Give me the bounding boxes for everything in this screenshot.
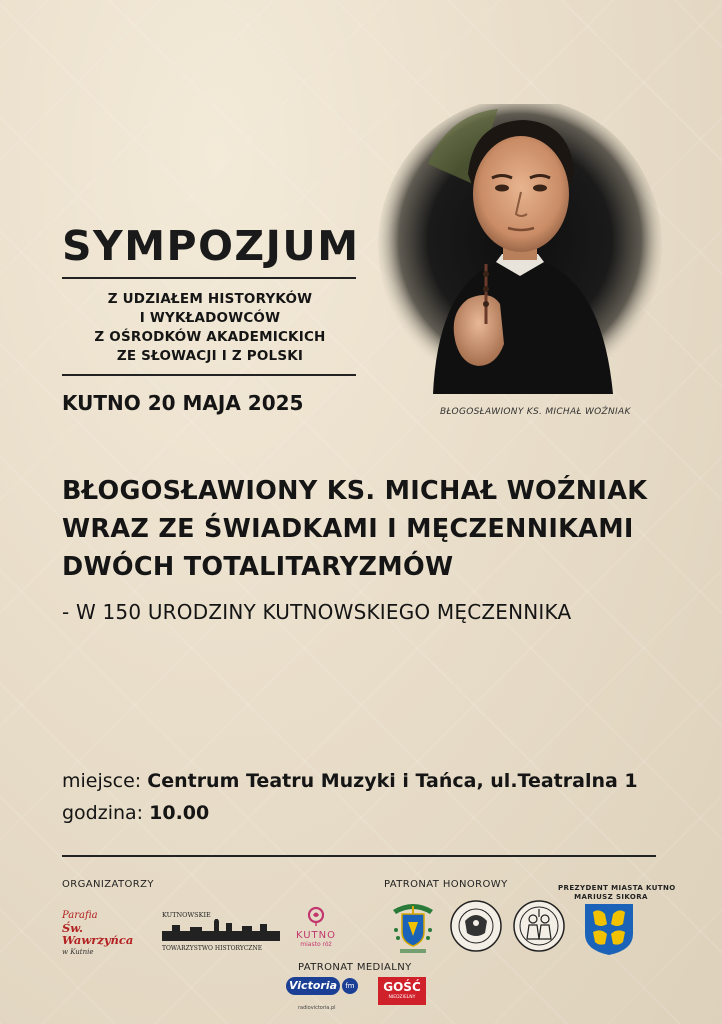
portrait-image — [378, 104, 663, 394]
president-name: MARIUSZ SIKORA — [574, 893, 648, 901]
seminary-seal-icon — [449, 899, 503, 953]
parafia-line: Parafia — [62, 910, 98, 921]
radio-victoria-logo — [286, 977, 360, 1017]
victoria-wordmark: Victoria — [286, 977, 340, 995]
time-label: godzina: — [62, 802, 144, 824]
tow-line: TOWARZYSTWO HISTORYCZNE — [162, 945, 263, 952]
kutno-name: KUTNO — [295, 930, 337, 941]
kutno-coat-of-arms-icon — [583, 902, 635, 956]
kutno-logo — [288, 906, 344, 952]
headline-line: BŁOGOSŁAWIONY KS. MICHAŁ WOŹNIAK — [62, 476, 648, 506]
gosc-sub: NIEDZIELNY — [388, 995, 416, 1000]
event-title: SYMPOZJUM — [62, 222, 360, 270]
gosc-niedzielny-logo — [378, 977, 426, 1005]
saints-seal-icon — [512, 899, 566, 953]
tow-line: KUTNOWSKIE — [162, 911, 211, 919]
media-label: PATRONAT MEDIALNY — [298, 962, 412, 973]
headline-line: WRAZ ZE ŚWIADKAMI I MĘCZENNIKAMI — [62, 514, 634, 544]
victoria-url: radiovictoria.pl — [298, 1005, 336, 1011]
footer-divider — [62, 855, 656, 857]
subtitle-line: ZE SŁOWACJI I Z POLSKI — [116, 348, 304, 364]
honorary-label: PATRONAT HONOROWY — [384, 879, 508, 890]
time-info — [62, 802, 209, 824]
place-info — [62, 770, 638, 792]
portrait-caption: BŁOGOSŁAWIONY KS. MICHAŁ WOŹNIAK — [440, 407, 631, 417]
parafia-line: w Kutnie — [62, 948, 94, 956]
subtitle-line: I WYKŁADOWCÓW — [139, 310, 281, 326]
president-title: PREZYDENT MIASTA KUTNO — [558, 884, 676, 892]
headline-line: DWÓCH TOTALITARYZMÓW — [62, 552, 454, 582]
victoria-fm: fm — [342, 978, 358, 994]
kutno-tagline: miasto róż — [300, 941, 332, 948]
title-divider — [62, 277, 356, 279]
event-subtitle — [62, 290, 358, 366]
gosc-word: GOŚĆ — [383, 980, 421, 994]
parafia-logo — [62, 910, 152, 956]
president-label — [558, 884, 676, 902]
bishop-coat-of-arms-icon — [388, 900, 438, 956]
place-value: Centrum Teatru Muzyki i Tańca, ul.Teatralna 1 — [147, 770, 638, 792]
city-skyline-icon — [162, 919, 280, 941]
headline — [62, 472, 647, 586]
organizers-label: ORGANIZATORZY — [62, 879, 154, 890]
subheadline: - W 150 URODZINY KUTNOWSKIEGO MĘCZENNIKA — [62, 600, 572, 624]
event-date: KUTNO 20 MAJA 2025 — [62, 391, 304, 415]
parafia-line: Św. Wawrzyńca — [62, 921, 134, 947]
time-value: 10.00 — [149, 802, 210, 824]
place-label: miejsce: — [62, 770, 142, 792]
subtitle-divider — [62, 374, 356, 376]
towarzystwo-logo — [162, 911, 280, 951]
subtitle-line: Z UDZIAŁEM HISTORYKÓW — [107, 291, 313, 307]
subtitle-line: Z OŚRODKÓW AKADEMICKICH — [94, 329, 326, 345]
rose-icon — [304, 906, 328, 926]
